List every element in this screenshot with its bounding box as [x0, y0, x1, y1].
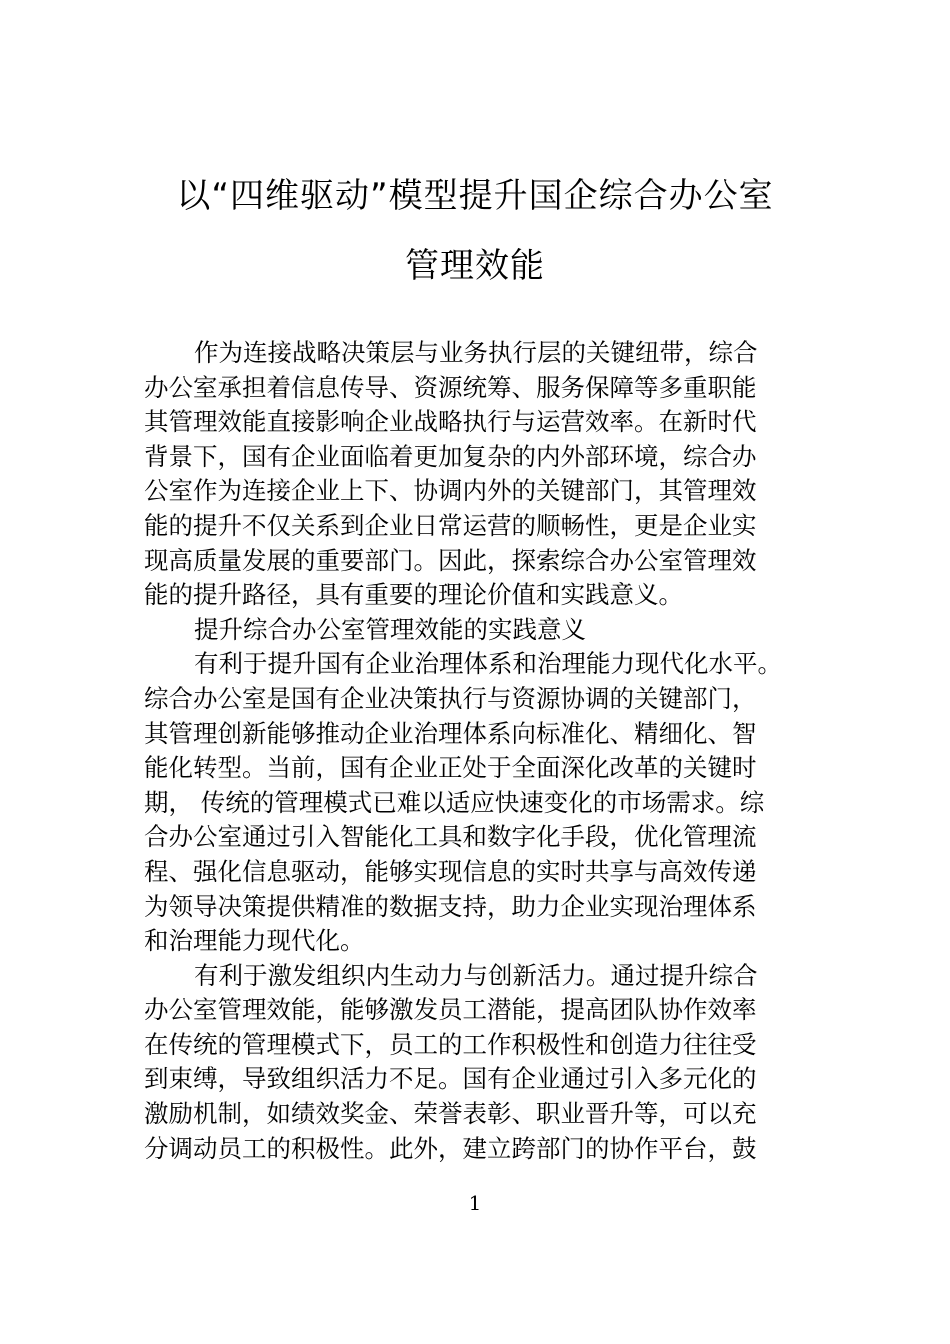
document-body — [144, 336, 824, 1166]
body-line: 能的提升路径，具有重要的理论价值和实践意义。 — [144, 580, 683, 610]
body-line: 有利于激发组织内生动力与创新活力。通过提升综合 — [194, 960, 758, 990]
body-line: 和治理能力现代化。 — [144, 926, 365, 956]
body-line: 为领导决策提供精准的数据支持，助力企业实现治理体系 — [144, 891, 757, 921]
body-line: 其管理创新能够推动企业治理体系向标准化、精细化、智 — [144, 718, 757, 748]
body-line: 作为连接战略决策层与业务执行层的关键纽带，综合 — [194, 338, 758, 367]
body-line: 有利于提升国有企业治理体系和治理能力现代化水平。 — [194, 649, 782, 679]
body-line: 程、强化信息驱动，能够实现信息的实时共享与高效传递 — [144, 856, 757, 886]
body-line: 分调动员工的积极性。此外，建立跨部门的协作平台，鼓 — [144, 1133, 757, 1163]
document-title-line-1: 以“四维驱动”模型提升国企综合办公室 — [176, 176, 774, 216]
body-line: 在传统的管理模式下，员工的工作积极性和创造力往往受 — [144, 1029, 757, 1059]
body-line: 合办公室通过引入智能化工具和数字化手段，优化管理流 — [144, 822, 757, 852]
body-line: 激励机制，如绩效奖金、荣誉表彰、职业晋升等，可以充 — [144, 1099, 757, 1129]
body-line: 现高质量发展的重要部门。因此，探索综合办公室管理效 — [144, 545, 757, 575]
body-line: 办公室管理效能，能够激发员工潜能，提高团队协作效率 — [144, 995, 757, 1025]
page-number: 1 — [468, 1191, 482, 1215]
body-line: 期， 传统的管理模式已难以适应快速变化的市场需求。综 — [144, 787, 765, 817]
body-line: 能的提升不仅关系到企业日常运营的顺畅性，更是企业实 — [144, 510, 757, 540]
body-line: 公室作为连接企业上下、协调内外的关键部门，其管理效 — [144, 476, 757, 506]
body-line: 能化转型。当前，国有企业正处于全面深化改革的关键时 — [144, 753, 757, 783]
document-title-line-2: 管理效能 — [405, 246, 545, 286]
body-line: 背景下，国有企业面临着更加复杂的内外部环境，综合办 — [144, 441, 757, 471]
section-heading: 提升综合办公室管理效能的实践意义 — [194, 614, 586, 644]
body-line: 办公室承担着信息传导、资源统筹、服务保障等多重职能 — [144, 372, 757, 402]
body-line: 综合办公室是国有企业决策执行与资源协调的关键部门， — [144, 683, 757, 713]
body-line: 其管理效能直接影响企业战略执行与运营效率。在新时代 — [144, 407, 757, 437]
body-line: 到束缚，导致组织活力不足。国有企业通过引入多元化的 — [144, 1064, 757, 1094]
